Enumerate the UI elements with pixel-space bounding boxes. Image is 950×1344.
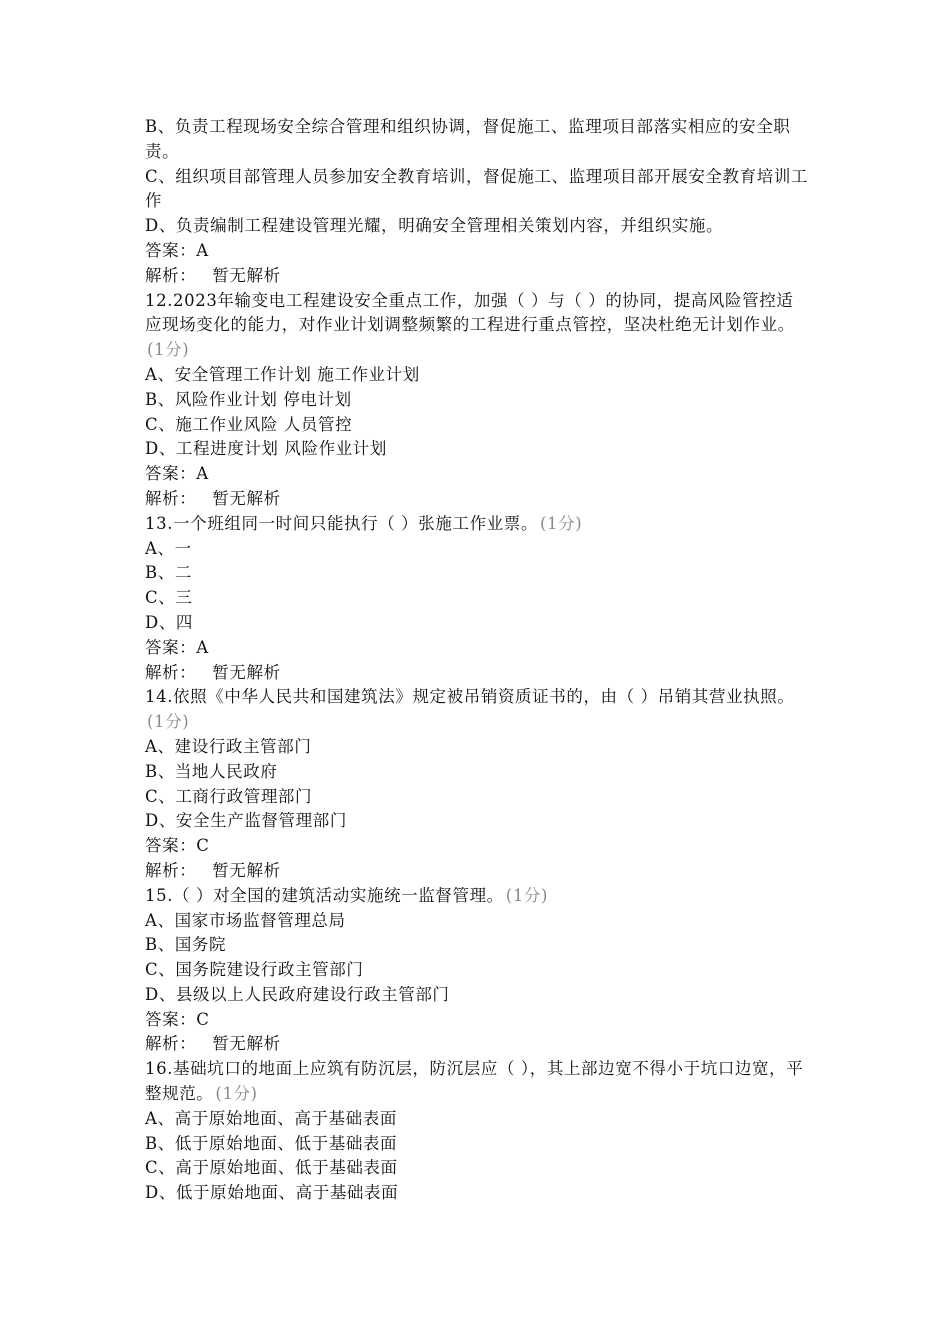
option-b: B、当地人民政府	[145, 761, 278, 781]
previous-question-tail	[145, 115, 810, 289]
option-c: C、三	[145, 588, 193, 608]
option-c: C、组织项目部管理人员参加安全教育培训，督促施工、监理项目部开展安全教育培训工作	[145, 166, 809, 211]
option-d: D、安全生产监督管理部门	[145, 811, 347, 831]
option-a: A、高于原始地面、高于基础表面	[145, 1108, 397, 1128]
analysis-text: 暂无解析	[212, 662, 281, 682]
analysis	[145, 487, 810, 512]
option-b: B、负责工程现场安全综合管理和组织协调，督促施工、监理项目部落实相应的安全职责。	[145, 117, 791, 161]
question-stem: 12.2023年输变电工程建设安全重点工作，加强（ ）与（ ）的协同，提高风险管控适应现场变化的能力，对作业计划调整频繁的工程进行重点管控，坚决杜绝无计划作业。(1分)	[145, 290, 795, 360]
option-b: B、国务院	[145, 935, 227, 955]
score: (1分)	[147, 340, 190, 360]
question-12	[145, 289, 810, 512]
analysis-label: 解析：	[145, 662, 197, 682]
option-c: C、高于原始地面、低于基础表面	[145, 1158, 398, 1178]
option-d: D、四	[145, 612, 194, 632]
question-15	[145, 884, 810, 1058]
option-d: D、工程进度计划 风险作业计划	[145, 439, 387, 459]
answer: 答案：A	[145, 464, 209, 484]
question-16	[145, 1057, 810, 1206]
question-14	[145, 685, 810, 883]
option-b: B、二	[145, 563, 192, 583]
question-13	[145, 512, 810, 686]
score: (1分)	[215, 1084, 258, 1104]
option-a: A、国家市场监督管理总局	[145, 910, 346, 930]
analysis-label: 解析：	[145, 488, 197, 508]
score: (1分)	[540, 513, 583, 533]
document-page	[145, 115, 810, 1206]
answer: 答案：C	[145, 836, 210, 856]
option-a: A、安全管理工作计划 施工作业计划	[145, 364, 420, 384]
option-b: B、低于原始地面、低于基础表面	[145, 1133, 398, 1153]
analysis	[145, 264, 810, 289]
answer: 答案：A	[145, 637, 209, 657]
analysis	[145, 661, 810, 686]
analysis-label: 解析：	[145, 1034, 197, 1054]
analysis	[145, 859, 810, 884]
analysis-label: 解析：	[145, 265, 197, 285]
option-d: D、负责编制工程建设管理光耀，明确安全管理相关策划内容，并组织实施。	[145, 216, 724, 236]
question-stem: 16.基础坑口的地面上应筑有防沉层，防沉层应（ ），其上部边宽不得小于坑口边宽，平整规范。 (1分)	[145, 1059, 804, 1104]
option-c: C、国务院建设行政主管部门	[145, 960, 364, 980]
analysis-text: 暂无解析	[212, 860, 281, 880]
analysis-text: 暂无解析	[212, 488, 281, 508]
analysis-label: 解析：	[145, 860, 197, 880]
option-d: D、低于原始地面、高于基础表面	[145, 1183, 399, 1203]
option-c: C、工商行政管理部门	[145, 786, 313, 806]
answer: 答案：C	[145, 1009, 210, 1029]
answer: 答案：A	[145, 240, 209, 260]
option-a: A、一	[145, 538, 192, 558]
question-stem: 15.（ ）对全国的建筑活动实施统一监督管理。 (1分)	[145, 885, 549, 905]
question-stem: 13.一个班组同一时间只能执行（ ）张施工作业票。 (1分)	[145, 513, 583, 533]
option-d: D、县级以上人民政府建设行政主管部门	[145, 984, 450, 1004]
score: (1分)	[505, 885, 549, 905]
option-a: A、建设行政主管部门	[145, 736, 312, 756]
score: (1分)	[147, 712, 190, 732]
option-c: C、施工作业风险 人员管控	[145, 414, 353, 434]
question-stem: 14.依照《中华人民共和国建筑法》规定被吊销资质证书的，由（ ）吊销其营业执照。(1分)	[145, 687, 795, 732]
analysis-text: 暂无解析	[212, 1034, 281, 1054]
analysis-text: 暂无解析	[212, 265, 281, 285]
option-b: B、风险作业计划 停电计划	[145, 389, 352, 409]
analysis	[145, 1032, 810, 1057]
